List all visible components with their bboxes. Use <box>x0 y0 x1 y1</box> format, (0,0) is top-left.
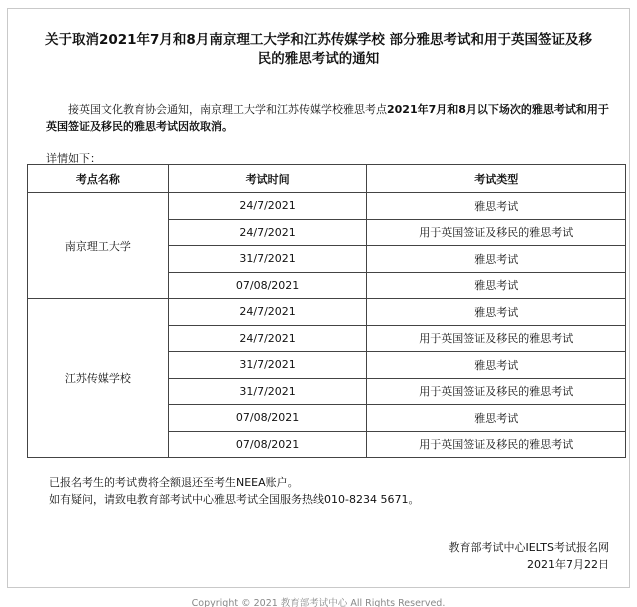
date-cell: 24/7/2021 <box>168 299 367 326</box>
intro-paragraph <box>46 101 618 135</box>
date-cell: 24/7/2021 <box>168 193 367 220</box>
footer-notes <box>49 474 419 508</box>
type-cell: 雅思考试 <box>367 193 626 220</box>
signature-block <box>448 539 609 573</box>
date-cell: 31/7/2021 <box>168 352 367 379</box>
intro-text: 接英国文化教育协会通知，南京理工大学和江苏传媒学校雅思考点 <box>68 103 387 116</box>
type-cell: 雅思考试 <box>367 352 626 379</box>
date-cell: 07/08/2021 <box>168 431 367 458</box>
type-cell: 用于英国签证及移民的雅思考试 <box>367 325 626 352</box>
sign-organization: 教育部考试中心IELTS考试报名网 <box>448 541 609 554</box>
type-cell: 雅思考试 <box>367 272 626 299</box>
hotline-note: 如有疑问，请致电教育部考试中心雅思考试全国服务热线010-8234 5671。 <box>49 493 420 506</box>
table-row <box>28 299 626 326</box>
table-header-row <box>28 165 626 193</box>
notice-frame <box>7 8 630 588</box>
refund-note: 已报名考生的考试费将全额退还至考生NEEA账户。 <box>49 476 299 489</box>
date-cell: 07/08/2021 <box>168 405 367 432</box>
notice-title <box>8 31 629 69</box>
header-date: 考试时间 <box>168 165 367 193</box>
type-cell: 用于英国签证及移民的雅思考试 <box>367 431 626 458</box>
header-venue: 考点名称 <box>28 165 169 193</box>
date-cell: 31/7/2021 <box>168 378 367 405</box>
sign-date: 2021年7月22日 <box>527 558 609 571</box>
type-cell: 雅思考试 <box>367 299 626 326</box>
title-line-2: 民的雅思考试的通知 <box>257 51 380 67</box>
header-type: 考试类型 <box>367 165 626 193</box>
type-cell: 用于英国签证及移民的雅思考试 <box>367 219 626 246</box>
date-cell: 24/7/2021 <box>168 219 367 246</box>
date-cell: 24/7/2021 <box>168 325 367 352</box>
type-cell: 雅思考试 <box>367 405 626 432</box>
type-cell: 用于英国签证及移民的雅思考试 <box>367 378 626 405</box>
copyright-footer: Copyright © 2021 教育部考试中心 All Rights Reserved. <box>191 598 446 607</box>
type-cell: 雅思考试 <box>367 246 626 273</box>
venue-cell: 江苏传媒学校 <box>28 299 169 458</box>
date-cell: 07/08/2021 <box>168 272 367 299</box>
table-row <box>28 193 626 220</box>
detail-label: 详情如下： <box>46 152 101 165</box>
intro-bold-text: 2021年7月和8月以下场次的雅思考试和用于英国签证及移民的雅思考试因故取消。 <box>46 103 609 133</box>
venue-cell: 南京理工大学 <box>28 193 169 299</box>
date-cell: 31/7/2021 <box>168 246 367 273</box>
cancellation-table <box>27 164 626 458</box>
title-line-1: 关于取消2021年7月和8月南京理工大学和江苏传媒学校 部分雅思考试和用于英国签证及移 <box>44 32 593 48</box>
